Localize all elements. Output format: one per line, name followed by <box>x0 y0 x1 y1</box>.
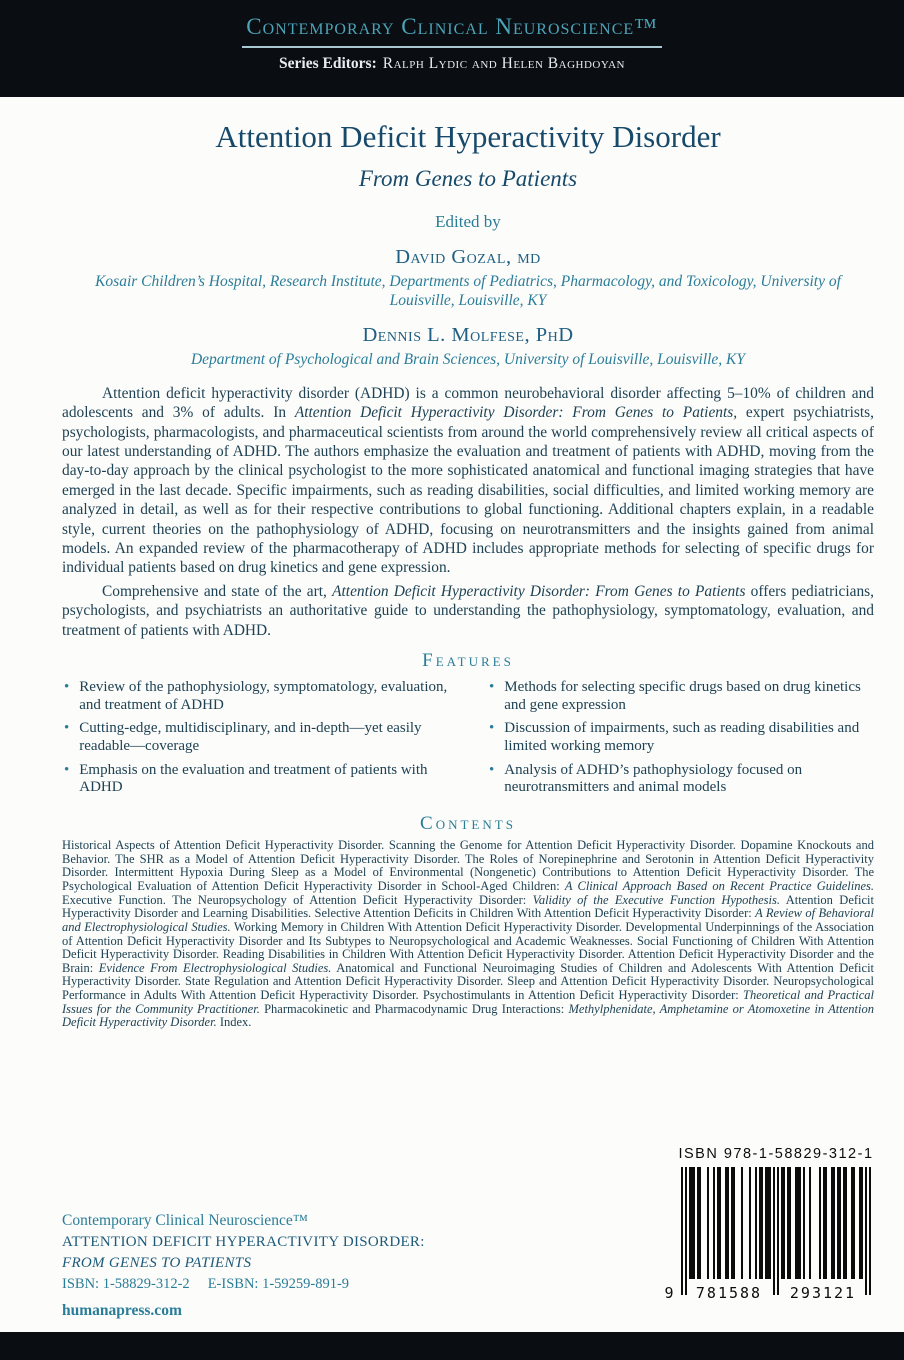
barcode-digits-left: 781588 <box>695 1284 763 1301</box>
bullet-icon: • <box>489 720 495 737</box>
series-editors-names: Ralph Lydic and Helen Baghdoyan <box>382 55 625 72</box>
editor-affiliation-gozal: Kosair Children’s Hospital, Research Institute, Departments of Pediatrics, Pharmacology, and Toxicology, University of Louisville, Louisville, KY <box>95 272 841 310</box>
feature-item <box>487 762 874 797</box>
feature-item <box>62 762 449 797</box>
features-column-right <box>487 679 874 803</box>
editor-name-gozal: David Gozal, md <box>395 245 541 268</box>
feature-item <box>487 679 874 714</box>
series-band <box>0 0 904 97</box>
feature-item <box>62 720 449 755</box>
feature-text: Methods for selecting specific drugs based on drug kinetics and gene expression <box>504 679 861 713</box>
feature-item <box>487 720 874 755</box>
bullet-icon: • <box>64 761 70 778</box>
bullet-icon: • <box>64 679 70 696</box>
barcode-digits-right: 293121 <box>789 1284 857 1301</box>
series-divider <box>242 46 662 48</box>
barcode-block <box>660 1146 892 1301</box>
cover-content <box>0 119 904 1030</box>
footer-book-subtitle: FROM GENES TO PATIENTS <box>62 1255 252 1271</box>
barcode-digit-lead: 9 <box>664 1284 676 1301</box>
feature-item <box>62 679 449 714</box>
book-subtitle: From Genes to Patients <box>358 165 578 191</box>
publisher-info <box>62 1212 425 1320</box>
features-column-left <box>62 679 449 803</box>
barcode-bars <box>660 1167 892 1301</box>
book-title: Attention Deficit Hyperactivity Disorder <box>215 119 721 154</box>
series-editors-line <box>0 55 904 73</box>
bullet-icon: • <box>489 679 495 696</box>
description-paragraph-2: Comprehensive and state of the art, Attention Deficit Hyperactivity Disorder: From Genes to Patients offers pediatricians, psychologists, and psychiatrists an authoritative guide to understanding the pathophysiology, symptomatology, evaluation, and treatment of patients with ADHD. <box>62 582 874 639</box>
footer-isbn: ISBN: 1-58829-312-2 <box>62 1276 190 1292</box>
editor-name-molfese: Dennis L. Molfese, PhD <box>362 324 574 347</box>
edited-by-label: Edited by <box>435 211 501 231</box>
features-list <box>62 679 874 803</box>
bottom-band <box>0 1332 904 1360</box>
series-editors-label: Series Editors: <box>279 55 377 72</box>
feature-text: Cutting-edge, multidisciplinary, and in-depth—yet easily readable—coverage <box>79 720 422 755</box>
bullet-icon: • <box>489 761 495 778</box>
feature-text: Review of the pathophysiology, symptomatology, evaluation, and treatment of ADHD <box>79 679 448 713</box>
feature-text: Discussion of impairments, such as reading disabilities and limited working memory <box>504 720 860 755</box>
contents-text: Historical Aspects of Attention Deficit Hyperactivity Disorder. Scanning the Genome for Attention Deficit Hyperactivity Disorder. Dopamine Knockouts and Behavior. The SHR as a Model of Attention Deficit Hyperactivity Disorder. The Roles of Norepinephrine and Serotonin in Attention Deficit Hyperactivity Disorder. Intermittent Hypoxia During Sleep as a Model of Environmental (Nongenetic) Contributions to Attention Deficit Hyperactivity Disorder. The Psychological Evaluation of Attention Deficit Hyperactivity Disorder in School-Aged Children: A Clinical Approach Based on Recent Practice Guidelines. Executive Function. The Neuropsychology of Attention Deficit Hyperactivity Disorder: Validity of the Executive Function Hypothesis. Attention Deficit Hyperactivity Disorder and Learning Disabilities. Selective Attention Deficits in Children With Attention Deficit Hyperactivity Disorder: A Review of Behavioral and Electrophysiological Studies. Working Memory in Children With Attention Deficit Hyperactivity Disorder. Developmental Underpinnings of the Association of Attention Deficit Hyperactivity Disorder and Its Subtypes to Neuropsychological and Academic Weaknesses. Social Functioning of Children With Attention Deficit Hyperactivity Disorder. Reading Disabilities in Children With Attention Deficit Hyperactivity Disorder. Attention Deficit Hyperactivity Disorder and the Brain: Evidence From Electrophysiological Studies. Anatomical and Functional Neuroimaging Studies of Children and Adolescents With Attention Deficit Hyperactivity Disorder. State Regulation and Attention Deficit Hyperactivity Disorder. Sleep and Attention Deficit Hyperactivity Disorder. Neuropsychological Performance in Adults With Attention Deficit Hyperactivity Disorder. Psychostimulants in Attention Deficit Hyperactivity Disorder: Theoretical and Practical Issues for the Community Practitioner. Pharmacokinetic and Pharmacodynamic Drug Interactions: Methylphenidate, Amphetamine or Atomoxetine in Attention Deficit Hyperactivity Disorder. Index. <box>62 838 875 1030</box>
feature-text: Analysis of ADHD’s pathophysiology focused on neurotransmitters and animal models <box>504 761 803 796</box>
series-title: Contemporary Clinical Neuroscience™ <box>246 14 658 39</box>
contents-heading: Contents <box>420 813 516 835</box>
feature-text: Emphasis on the evaluation and treatment of patients with ADHD <box>79 761 428 796</box>
barcode-isbn-label: ISBN 978-1-58829-312-1 <box>678 1146 874 1162</box>
publisher-website: humanapress.com <box>62 1302 182 1319</box>
footer-eisbn: E-ISBN: 1-59259-891-9 <box>207 1276 350 1292</box>
footer-series-title: Contemporary Clinical Neuroscience™ <box>62 1212 308 1229</box>
features-heading: Features <box>422 650 514 672</box>
editor-affiliation-molfese: Department of Psychological and Brain Sciences, University of Louisville, Louisville, KY <box>190 351 746 369</box>
footer-book-title: ATTENTION DEFICIT HYPERACTIVITY DISORDER: <box>62 1234 425 1250</box>
description-paragraph-1: Attention deficit hyperactivity disorder (ADHD) is a common neurobehavioral disorder affecting 5–10% of children and adolescents and 3% of adults. In Attention Deficit Hyperactivity Disorder: From Genes to Patients, expert psychiatrists, psychologists, pharmacologists, and pharmaceutical scientists from around the world comprehensively review all critical aspects of our latest understanding of ADHD. The authors emphasize the evaluation and treatment of patients with ADHD, moving from the day-to-day approach by the clinical psychologist to the more sophisticated anatomical and functional imaging strategies that have emerged in the last decade. Specific impairments, such as reading disabilities, social difficulties, and limited working memory are analyzed in detail, as well as for their respective contributions to global functioning. Additional chapters explain, in a readable style, current theories on the pathophysiology of ADHD, focusing on neurotransmitters and the insights gained from animal models. An expanded review of the pharmacotherapy of ADHD includes appropriate methods for selecting of specific drugs for individual patients based on drug kinetics and gene expression. <box>62 384 874 577</box>
footer-isbn-line <box>62 1276 425 1293</box>
bullet-icon: • <box>64 720 70 737</box>
